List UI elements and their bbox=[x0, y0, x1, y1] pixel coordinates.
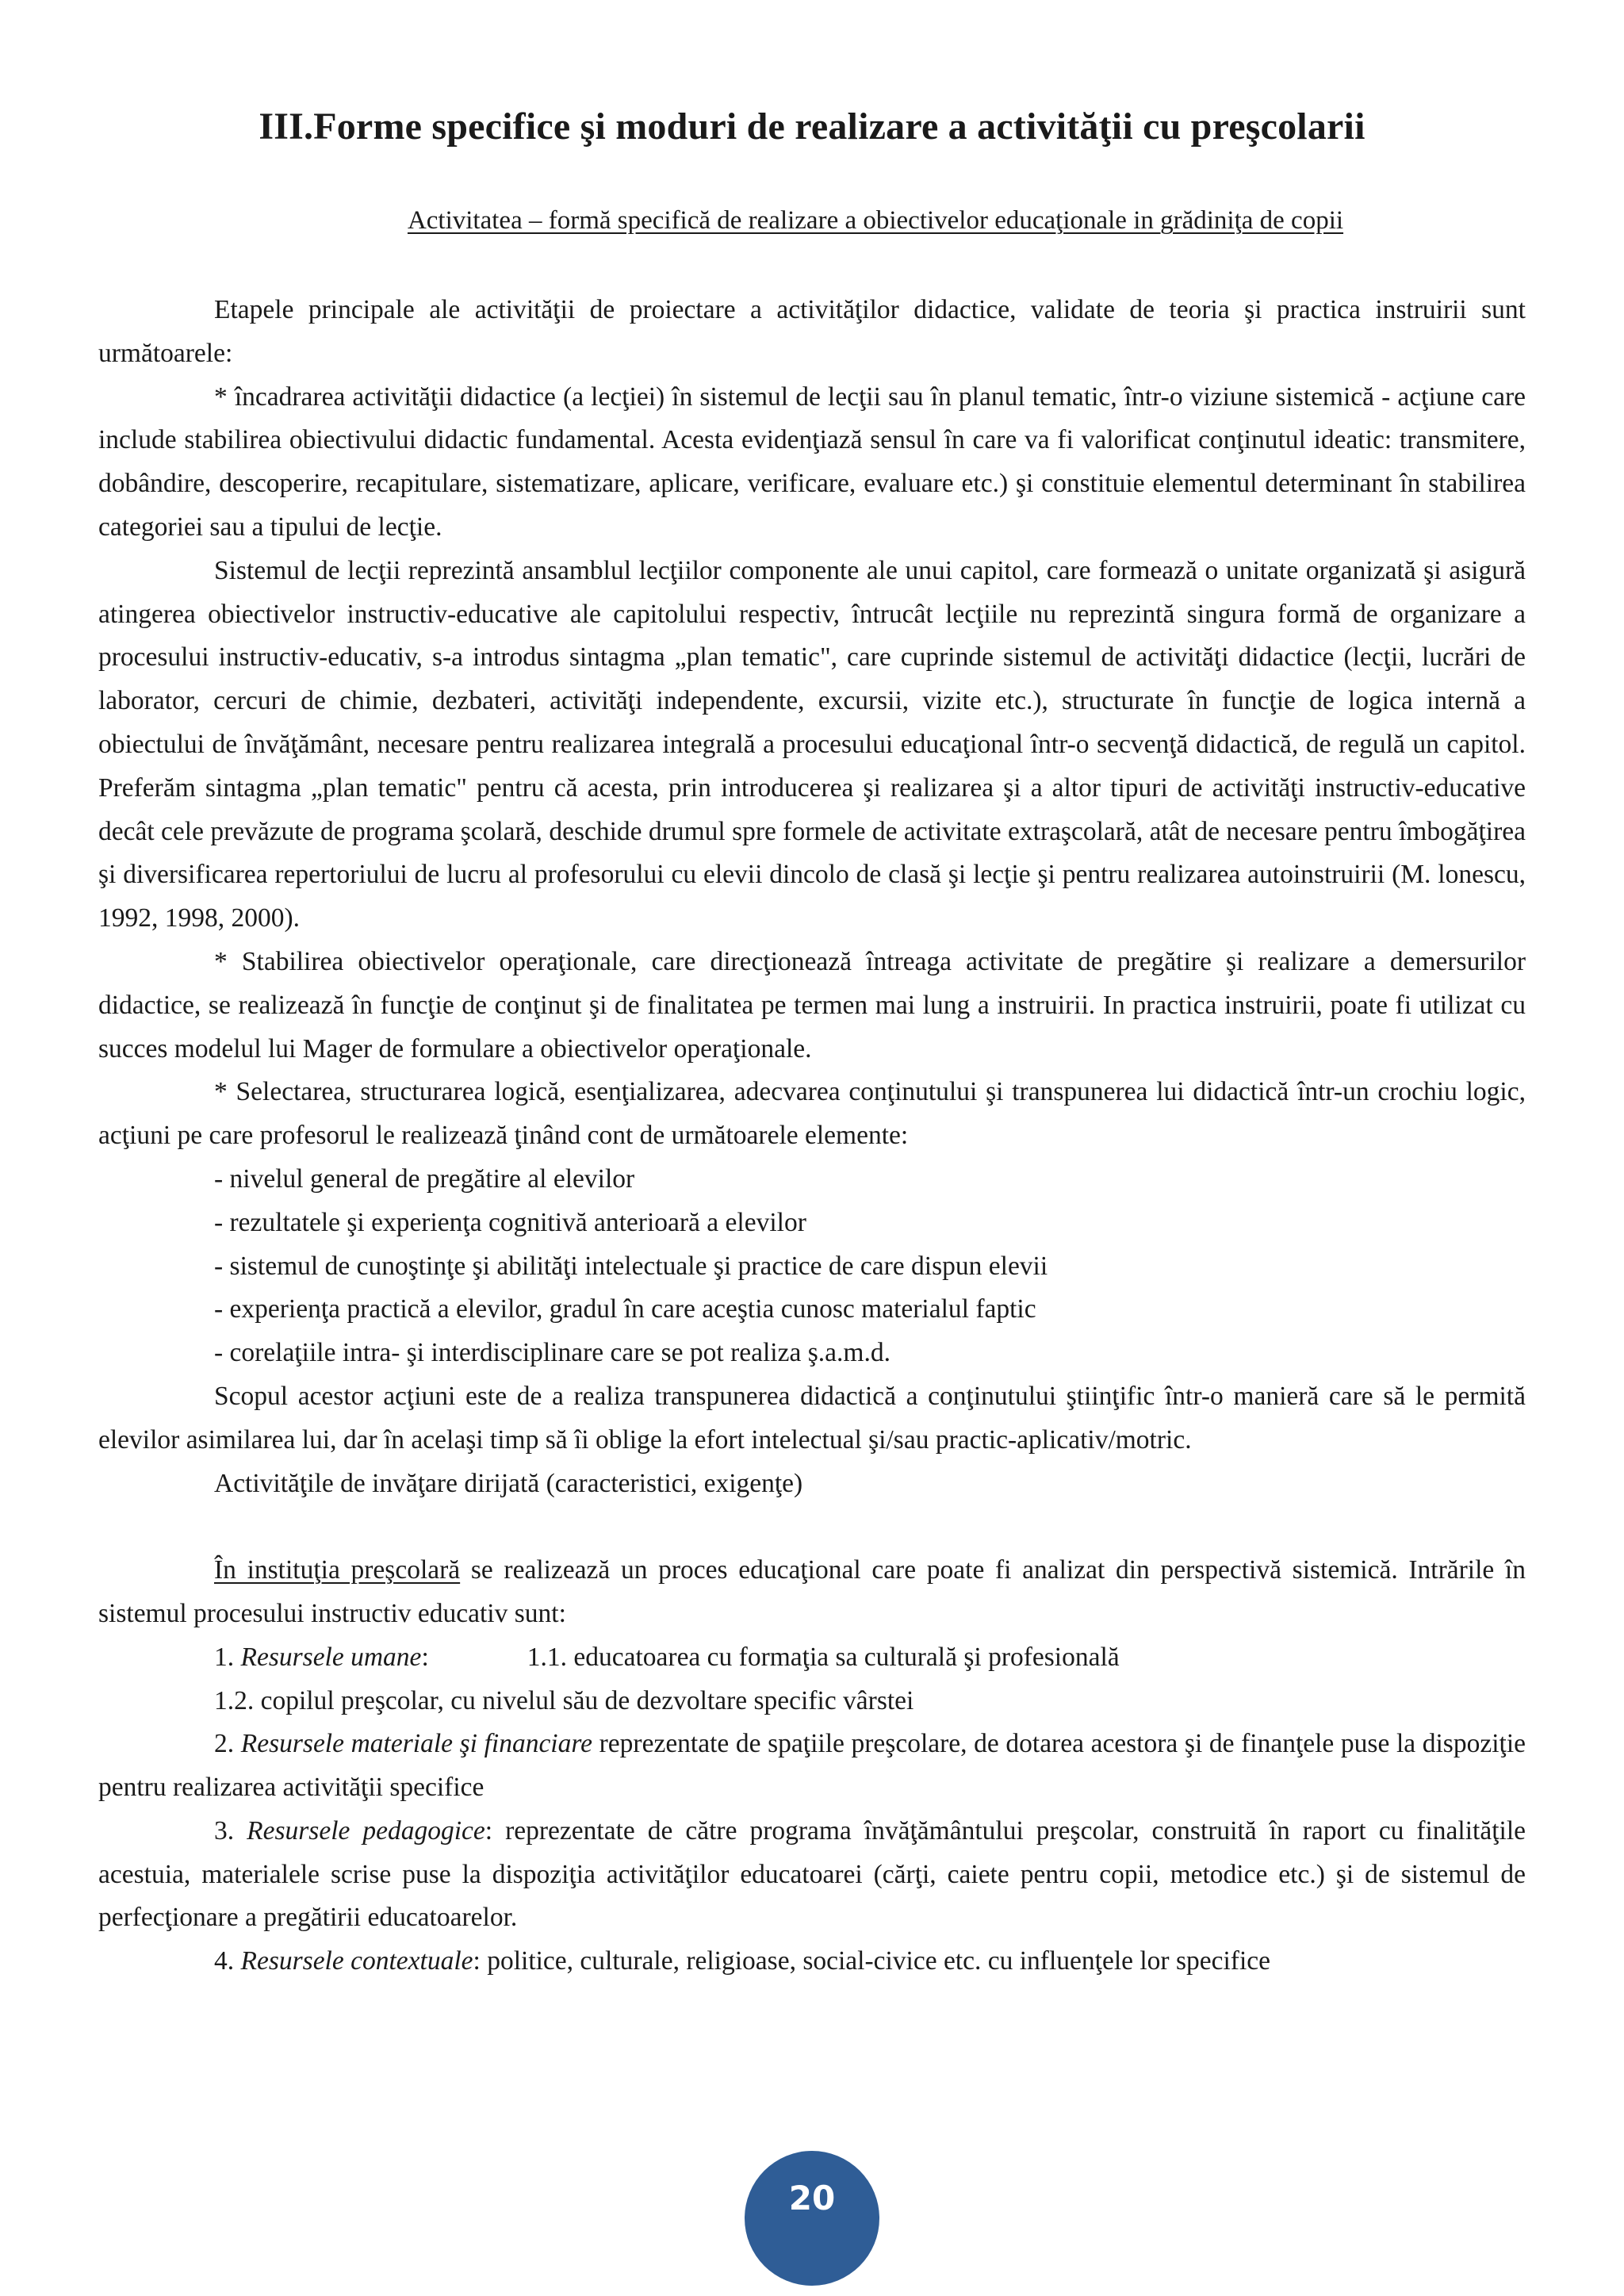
list-item: - experienţa practică a elevilor, gradul în care aceştia cunosc materialul faptic bbox=[214, 1294, 1036, 1324]
resource-label: Resursele umane bbox=[240, 1642, 422, 1672]
page-number: 20 bbox=[788, 2178, 836, 2217]
resource-human-sub-2: 1.2. copilul preşcolar, cu nivelul său de dezvoltare specific vârstei bbox=[214, 1685, 914, 1715]
resource-number: 4. bbox=[214, 1946, 241, 1976]
resource-number: 1. bbox=[214, 1642, 241, 1672]
page-number-badge bbox=[745, 2151, 879, 2286]
resource-text: reprezentate de spaţiile preşcolare, de dotarea acestora şi de finanţele puse la dispoziţie pentru realizarea activităţii specifice bbox=[98, 1729, 1526, 1803]
resource-material bbox=[98, 1723, 1526, 1810]
paragraph-purpose: Scopul acestor acţiuni este de a realiza transpunerea didactică a conţinutului ştiinţific într-o manieră care să le permită elevilor asimilarea lui, dar în acelaşi timp să îi oblige la efort intelectual şi/sau practic-aplicativ/motric. bbox=[98, 1381, 1526, 1455]
resource-number: 2. bbox=[214, 1729, 241, 1759]
resource-text: : reprezentate de către programa învăţământului preşcolar, construită în raport cu finalităţile acestuia, materialele scrise puse la dispoziţia activităţilor educatoarei (cărţi, caiete pentru copii, metodice etc.) şi de sistemul de perfecţionare a pregătirii educatoarelor. bbox=[98, 1815, 1526, 1933]
paragraph-step-3: * Selectarea, structurarea logică, esenţializarea, adecvarea conţinutului şi transpunerea lui didactică într-un crochiu logic, acţiuni pe care profesorul le realizează ţinând cont de următoarele elemente: bbox=[98, 1077, 1526, 1151]
resource-pedagogical bbox=[98, 1810, 1526, 1940]
document-page bbox=[98, 0, 1526, 2296]
page-title: III.Forme specifice şi moduri de realizare a activităţii cu preşcolarii bbox=[259, 105, 1365, 148]
resource-number: 3. bbox=[214, 1815, 247, 1846]
resource-label: Resursele pedagogice bbox=[247, 1815, 485, 1846]
resource-human bbox=[98, 1636, 1526, 1680]
paragraph-intro: Etapele principale ale activităţii de proiectare a activităţilor didactice, validate de teoria şi practica instruirii sunt următoarele: bbox=[98, 295, 1526, 368]
resource-label: Resursele contextuale bbox=[240, 1946, 473, 1976]
resource-sub-item: 1.1. educatoarea cu formaţia sa culturală şi profesională bbox=[527, 1642, 1120, 1672]
underlined-phrase: În instituţia preşcolară bbox=[214, 1555, 461, 1585]
list-item: - corelaţiile intra- şi interdisciplinare care se pot realiza ş.a.m.d. bbox=[214, 1338, 891, 1368]
body-text bbox=[98, 289, 1526, 1984]
paragraph-preschool-institution bbox=[98, 1549, 1526, 1636]
paragraph-lesson-system: Sistemul de lecţii reprezintă ansamblul lecţiilor componente ale unui capitol, care formează o unitate organizată şi asigură atingerea obiectivelor instructiv-educative ale capitolului respectiv, întrucât lecţiile nu reprezintă singura formă de organizare a procesului instructiv-educativ, s-a introdus sintagma „plan tematic", care cuprinde sistemul de activităţi didactice (lecţii, lucrări de laborator, cercuri de chimie, dezbateri, activităţi independente, excursii, vizite etc.), structurate în funcţie de logica internă a obiectului de învăţământ, necesare pentru realizarea integrală a procesului educaţional într-o secvenţă didactică, de regulă un capitol. Preferăm sintagma „plan tematic" pentru că acesta, prin introducerea şi realizarea şi a altor tipuri de activităţi instructiv-educative decât cele prevăzute de programa şcolară, deschide drumul spre formele de activitate extraşcolară, atât de necesare pentru îmbogăţirea şi diversificarea repertoriului de lucru al profesorului cu elevii dincolo de clasă şi lecţie şi pentru realizarea autoinstruirii (M. lonescu, 1992, 1998, 2000). bbox=[98, 555, 1526, 933]
list-item: - rezultatele şi experienţa cognitivă anterioară a elevilor bbox=[214, 1207, 806, 1237]
paragraph-step-2: * Stabilirea obiectivelor operaţionale, care direcţionează întreaga activitate de pregătire şi realizare a demersurilor didactice, se realizează în funcţie de conţinut şi de finalitatea pe termen mai lung a instruirii. In practica instruirii, poate fi utilizat cu succes modelul lui Mager de formulare a obiectivelor operaţionale. bbox=[98, 946, 1526, 1064]
resource-label: Resursele materiale şi financiare bbox=[240, 1729, 593, 1759]
paragraph-text: se realizează un proces educaţional care poate fi analizat din perspectivă sistemică. Intrările în sistemul procesului instructiv educativ sunt: bbox=[98, 1555, 1526, 1628]
resource-colon: : bbox=[421, 1642, 429, 1672]
section-subtitle: Activitatea – formă specifică de realizare a obiectivelor educaţionale in grădiniţa de copii bbox=[407, 206, 1344, 235]
resource-contextual bbox=[98, 1940, 1526, 1984]
resource-text: : politice, culturale, religioase, social-civice etc. cu influenţele lor specifice bbox=[473, 1946, 1270, 1976]
list-item: - sistemul de cunoştinţe şi abilităţi intelectuale şi practice de care dispun elevii bbox=[214, 1251, 1048, 1281]
list-item: - nivelul general de pregătire al elevilor bbox=[214, 1163, 635, 1194]
paragraph-guided-learning: Activităţile de invăţare dirijată (caracteristici, exigenţe) bbox=[214, 1468, 803, 1498]
paragraph-step-1: * încadrarea activităţii didactice (a lecţiei) în sistemul de lecţii sau în planul tematic, într-o viziune sistemică - acţiune care include stabilirea obiectivului didactic fundamental. Acesta evidenţiază sensul în care va fi valorificat conţinutul ideatic: transmitere, dobândire, descoperire, recapitulare, sistematizare, aplicare, verificare, evaluare etc.) şi constituie elementul determinant în stabilirea categoriei sau a tipului de lecţie. bbox=[98, 381, 1526, 542]
